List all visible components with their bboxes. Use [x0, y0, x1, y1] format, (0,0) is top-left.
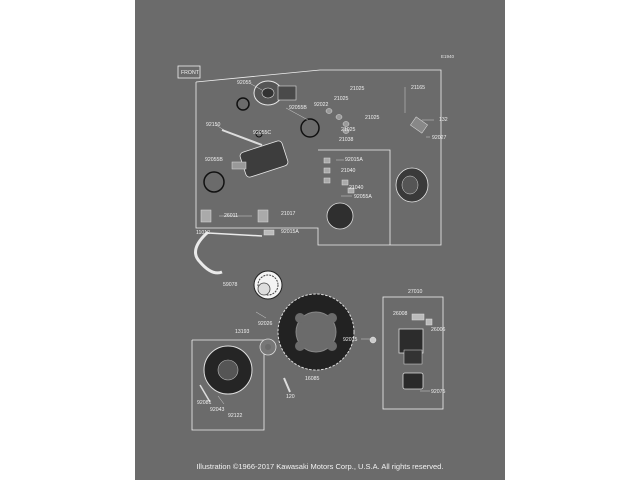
part-number: 21165	[411, 85, 426, 91]
starter-front-cover	[254, 81, 296, 105]
cable-terminal	[264, 230, 274, 235]
part-number: 92150	[206, 122, 221, 128]
part-number: 11012	[196, 230, 211, 236]
leader-line	[256, 312, 266, 318]
copyright-notice: Illustration ©1966-2017 Kawasaki Motors Corp., U.S.A. All rights reserved.	[196, 462, 444, 471]
part-number: 92081	[197, 400, 212, 406]
part-number: 92027	[432, 135, 447, 141]
leader-line	[218, 396, 224, 404]
o-ring	[237, 98, 249, 110]
part-number: 21017	[281, 211, 296, 217]
starter-clutch-gear	[278, 294, 354, 370]
part-number: 92055C	[253, 130, 272, 136]
part-number: 92075	[431, 389, 446, 395]
part-number: 92015A	[281, 229, 299, 235]
part-number: 21025	[365, 115, 380, 121]
part-number: 92055A	[354, 194, 372, 200]
part-number: 21025	[341, 127, 356, 133]
cable-boot	[258, 210, 268, 222]
cable-boot	[201, 210, 211, 222]
part-number: 92043	[210, 407, 225, 413]
diagram-code: E1940	[441, 54, 455, 59]
part-number: 59078	[223, 282, 238, 288]
starter-cable	[196, 232, 223, 273]
part-number: 21040	[349, 185, 364, 191]
part-number: 26008	[393, 311, 408, 317]
front-badge	[178, 66, 200, 78]
terminal-bolt	[410, 117, 427, 133]
part-number: FRONT	[181, 70, 199, 76]
part-number: 92015	[343, 337, 358, 343]
idle-gear	[254, 271, 282, 299]
part-number: 21038	[339, 137, 354, 143]
o-ring	[301, 119, 319, 137]
starter-relay	[399, 314, 432, 389]
relay-bolt	[370, 337, 376, 343]
part-number: 92055	[237, 80, 252, 86]
shaft-bolt	[284, 378, 290, 392]
starter-motor	[232, 140, 289, 178]
part-number: 120	[286, 394, 295, 400]
part-number: 26006	[431, 327, 446, 333]
o-ring	[204, 172, 224, 192]
part-number: 26011	[224, 213, 239, 219]
part-number: 92055B	[289, 105, 307, 111]
part-number: 92022	[314, 102, 329, 108]
starter-cable-lead	[208, 233, 262, 236]
part-number: 21040	[341, 168, 356, 174]
brush-plate	[327, 203, 353, 229]
starter-clutch	[204, 346, 252, 394]
part-number: 92055B	[205, 157, 223, 163]
part-number: 16085	[305, 376, 320, 382]
starter-rear-cover	[396, 168, 428, 202]
part-number: 27010	[408, 289, 423, 295]
part-number: 132	[439, 117, 448, 123]
gear-washer-hole	[265, 344, 271, 350]
part-number: 21025	[334, 96, 349, 102]
part-number: 21025	[350, 86, 365, 92]
part-number: 92122	[228, 413, 243, 419]
part-number: 13193	[235, 329, 250, 335]
part-number: 92026	[258, 321, 273, 327]
part-number: 92015A	[345, 157, 363, 163]
